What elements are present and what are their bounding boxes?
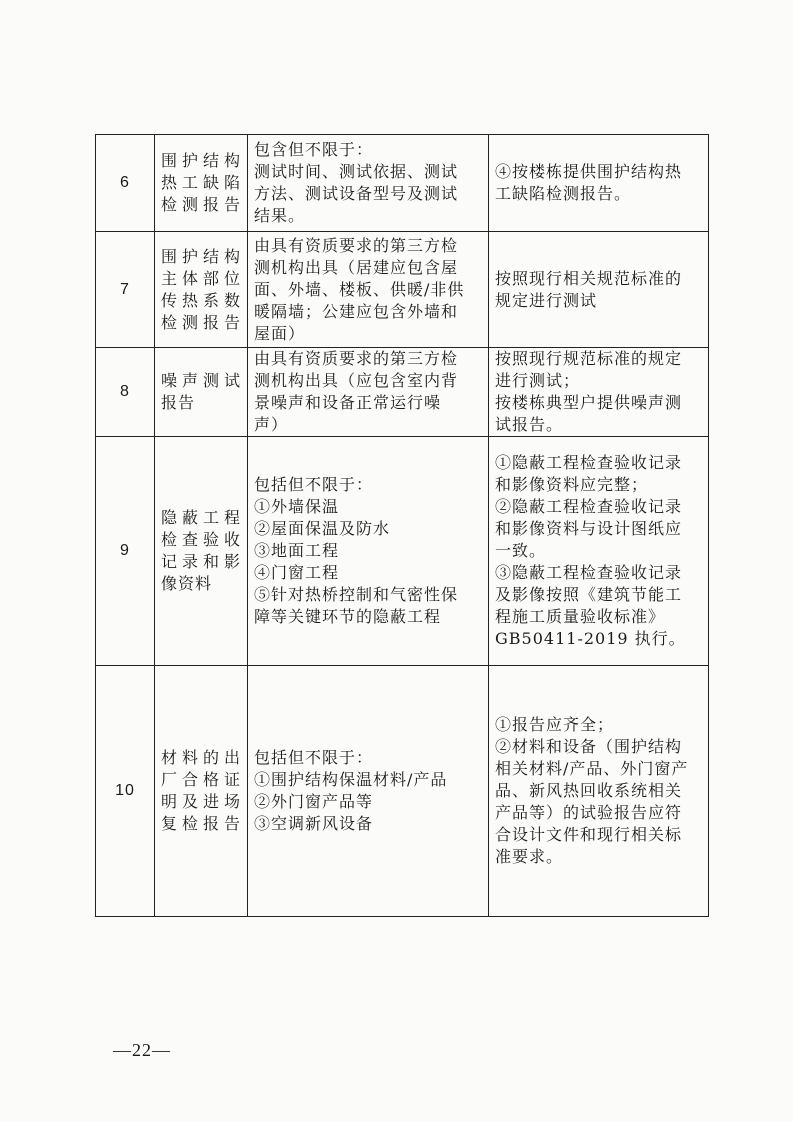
- row-number: 7: [96, 232, 155, 348]
- item-requirement: ①隐蔽工程检查验收记录 和影像资料应完整； ②隐蔽工程检查验收记录 和影像资料与设计图纸应 一致。 ③隐蔽工程检查验收记录 及影像按照《建筑节能工 程施工质量验收标准》 GB50411-2019 执行。: [489, 437, 709, 666]
- item-content: 由具有资质要求的第三方检 测机构出具（应包含室内背 景噪声和设备正常运行噪 声）: [248, 348, 489, 437]
- item-name: 材料的出 厂合格证 明及进场 复检报告: [155, 666, 248, 917]
- table-row: [96, 135, 709, 232]
- item-name: 围护结构 主体部位 传热系数 检测报告: [155, 232, 248, 348]
- requirements-table: [95, 134, 709, 917]
- item-content: 包括但不限于： ①围护结构保温材料/产品 ②外门窗产品等 ③空调新风设备: [248, 666, 489, 917]
- row-number: 6: [96, 135, 155, 232]
- table-row: [96, 437, 709, 666]
- row-number: 10: [96, 666, 155, 917]
- row-number: 9: [96, 437, 155, 666]
- item-name: 隐蔽工程 检查验收 记录和影 像资料: [155, 437, 248, 666]
- table-row: [96, 232, 709, 348]
- item-requirement: 按照现行规范标准的规定 进行测试； 按楼栋典型户提供噪声测 试报告。: [489, 348, 709, 437]
- item-content: 包括但不限于： ①外墙保温 ②屋面保温及防水 ③地面工程 ④门窗工程 ⑤针对热桥控制和气密性保 障等关键环节的隐蔽工程: [248, 437, 489, 666]
- item-requirement: ④按楼栋提供围护结构热 工缺陷检测报告。: [489, 135, 709, 232]
- item-name: 围护结构 热工缺陷 检测报告: [155, 135, 248, 232]
- table-row: [96, 666, 709, 917]
- page-number: —22—: [113, 1040, 171, 1060]
- item-content: 包含但不限于： 测试时间、测试依据、测试 方法、测试设备型号及测试 结果。: [248, 135, 489, 232]
- table-row: [96, 348, 709, 437]
- item-content: 由具有资质要求的第三方检 测机构出具（居建应包含屋 面、外墙、楼板、供暖/非供 暖隔墙；公建应包含外墙和 屋面）: [248, 232, 489, 348]
- row-number: 8: [96, 348, 155, 437]
- item-name: 噪声测试 报告: [155, 348, 248, 437]
- item-requirement: 按照现行相关规范标准的 规定进行测试: [489, 232, 709, 348]
- item-requirement: ①报告应齐全； ②材料和设备（围护结构 相关材料/产品、外门窗产 品、新风热回收系统相关 产品等）的试验报告应符 合设计文件和现行相关标 准要求。: [489, 666, 709, 917]
